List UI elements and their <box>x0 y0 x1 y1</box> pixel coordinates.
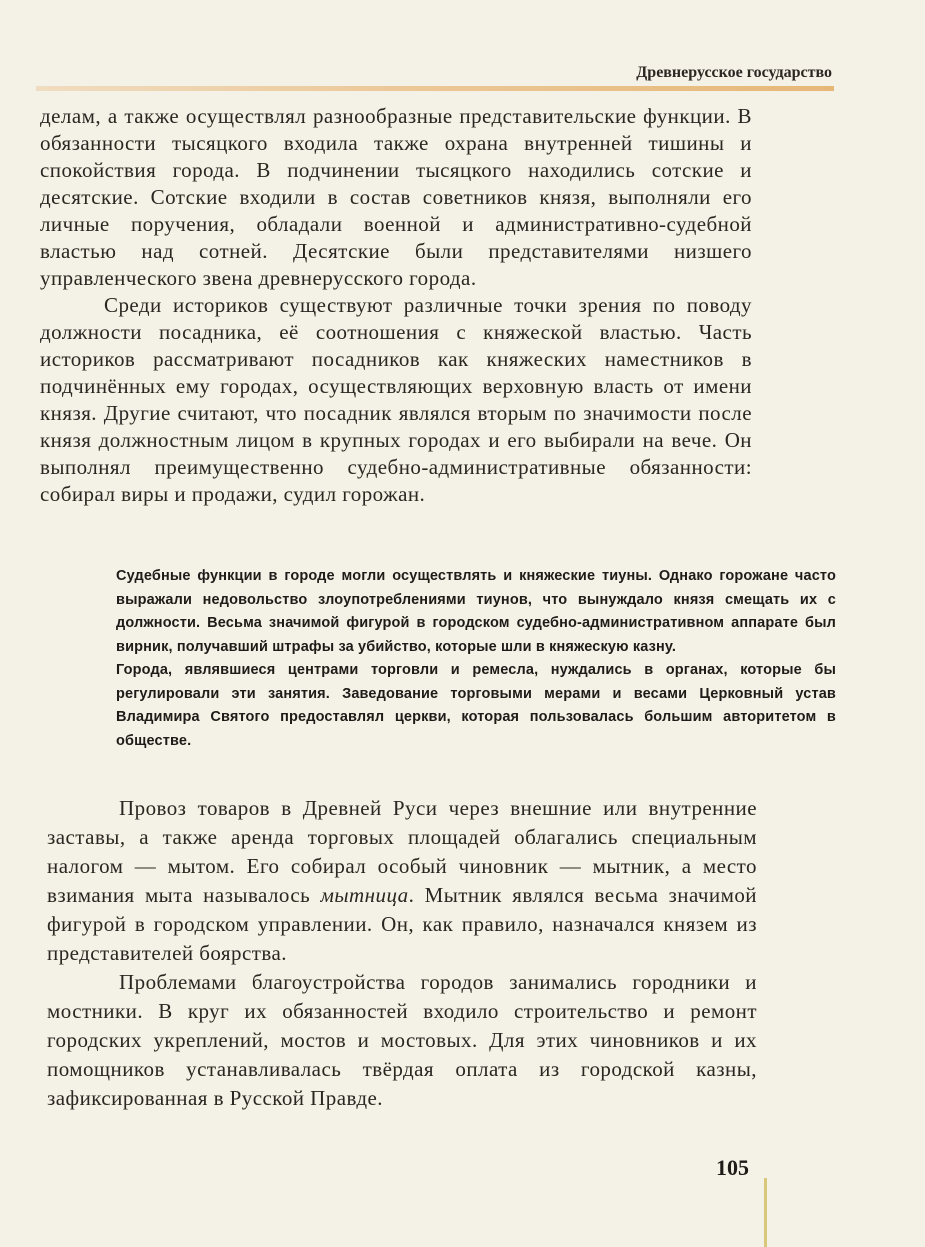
header-rule <box>36 86 834 91</box>
paragraph-myt-start: Провоз товаров в Древней Руси через внешние или внутренние заставы, а также аренда торговых площадей облагались специальным налогом — мытом. Его собирал особый чиновник — мытник, а место взимания мыта называлось <box>47 796 757 907</box>
sidebar-note <box>116 565 836 753</box>
paragraph-posadnik: Среди историков существуют различные точки зрения по поводу должности посадника, её соотношения с княжеской властью. Часть историков рассматривают посадников как княжеских наместников в подчинённых ему городах, осуществляющих верховную власть от имени князя. Другие считают, что посадник являлся вторым по значимости после князя должностным лицом в крупных городах и его выбирали на вече. Он выполнял преимущественно судебно-административные обязанности: собирал виры и продажи, судил горожан. <box>40 293 752 506</box>
paragraph-gorodniki: Проблемами благоустройства городов занимались городники и мостники. В круг их обязанностей входило строительство и ремонт городских укреплений, мостов и мостовых. Для этих чиновников и их помощников устанавливалась твёрдая оплата из городской казны, зафиксированная в Русской Правде. <box>47 970 757 1110</box>
paragraph-myt <box>47 794 757 968</box>
term-mytnitsa: мытница <box>320 883 409 907</box>
paragraph-tysyatsky: делам, а также осуществлял разнообразные представительские функции. В обязанности тысяцкого входила также охрана внутренней тишины и спокойствия города. В подчинении тысяцкого находились сотские и десятские. Сотские входили в состав советников князя, выполняли его личные поручения, обладали военной и административно-судебной властью над сотней. Десятские были представителями низшего управленческого звена древнерусского города. <box>40 104 752 290</box>
margin-rule <box>764 1178 767 1247</box>
page-number: 105 <box>716 1155 749 1180</box>
paragraph-myt-end: . Мытник являлся весьма значимой фигурой в городском управлении. Он, как правило, назначался князем из представителей боярства. <box>47 883 757 965</box>
main-text-block <box>40 103 752 508</box>
sidebar-paragraph-trade: Города, являвшиеся центрами торговли и ремесла, нуждались в органах, которые бы регулировали эти занятия. Заведование торговыми мерами и весами Церковный устав Владимира Святого предоставлял церкви, которая пользовалась большим авторитетом в обществе. <box>116 662 836 749</box>
second-text-block <box>47 794 757 1113</box>
sidebar-paragraph-tiuny: Судебные функции в городе могли осуществлять и княжеские тиуны. Однако горожане часто выражали недовольство злоупотреблениями тиунов, что вынуждало князя смещать их с должности. Весьма значимой фигурой в городском судебно-административном аппарате был вирник, получавший штрафы за убийство, которые шли в княжескую казну. <box>116 568 836 655</box>
running-title: Древнерусское государство <box>636 64 832 81</box>
